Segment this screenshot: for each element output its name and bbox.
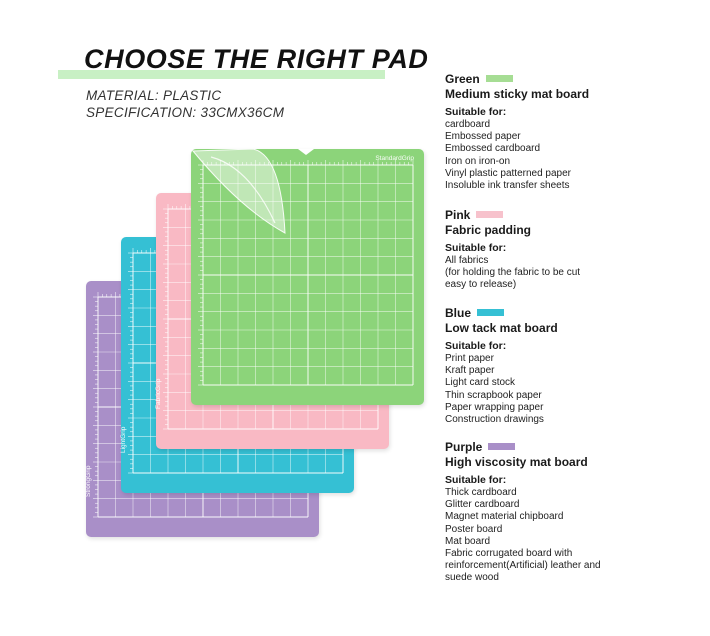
mat-notch: [298, 149, 314, 155]
page-title: CHOOSE THE RIGHT PAD: [84, 44, 429, 74]
green-mat-brand-label: StandardGrip: [375, 155, 414, 162]
suitable-item: reinforcement(Artificial) leather and: [445, 560, 601, 572]
pad-info-green: [445, 71, 705, 192]
suitable-item: Light card stock: [445, 377, 516, 389]
suitable-item: Kraft paper: [445, 365, 495, 377]
pink-mat-brand-label: FabricGrip: [155, 378, 162, 409]
suitable-for-label: Suitable for:: [445, 242, 507, 254]
suitable-item: Embossed paper: [445, 131, 521, 143]
suitable-for-label: Suitable for:: [445, 474, 507, 486]
suitable-item: Print paper: [445, 353, 494, 364]
suitable-item: Vinyl plastic patterned paper: [445, 167, 572, 179]
suitable-for-label: Suitable for:: [445, 340, 507, 352]
color-swatch: [476, 211, 503, 218]
suitable-item: Mat board: [445, 535, 491, 547]
color-swatch: [488, 443, 515, 450]
purple-mat-brand-label: StrongGrip: [85, 465, 92, 497]
suitable-item: Glitter cardboard: [445, 499, 520, 511]
color-swatch: [477, 309, 504, 316]
suitable-item: Embossed cardboard: [445, 143, 541, 155]
suitable-item: Poster board: [445, 523, 503, 535]
pad-info-blue: [445, 305, 705, 426]
pad-color-name: Purple: [445, 439, 483, 454]
pad-board-name: Medium sticky mat board: [445, 87, 590, 101]
color-swatch: [486, 75, 513, 82]
suitable-item: Paper wrapping paper: [445, 401, 544, 413]
suitable-item: suede wood: [445, 572, 499, 584]
suitable-item: Insoluble ink transfer sheets: [445, 180, 570, 192]
suitable-item: Iron on iron-on: [445, 155, 511, 167]
suitable-item: Fabric corrugated board with: [445, 548, 573, 560]
pad-board-name: Fabric padding: [445, 223, 532, 237]
pad-info-pink: [445, 207, 705, 292]
suitable-for-label: Suitable for:: [445, 106, 507, 118]
pad-board-name: High viscosity mat board: [445, 455, 588, 469]
protective-film-corner: [191, 149, 287, 235]
pad-color-name: Pink: [445, 207, 471, 222]
green-cutting-mat: [191, 149, 424, 405]
pad-info-purple: [445, 439, 705, 585]
suitable-item: easy to release): [445, 279, 517, 291]
size-spec: SPECIFICATION: 33CMX36CM: [86, 105, 285, 120]
suitable-item: cardboard: [445, 119, 491, 130]
blue-mat-brand-label: LightGrip: [120, 426, 127, 453]
pad-color-name: Green: [445, 71, 480, 86]
suitable-item: All fabrics: [445, 255, 489, 266]
pad-color-name: Blue: [445, 305, 472, 320]
suitable-item: Construction drawings: [445, 414, 544, 426]
suitable-item: Magnet material chipboard: [445, 511, 564, 523]
pad-board-name: Low tack mat board: [445, 321, 558, 335]
suitable-item: (for holding the fabric to be cut: [445, 267, 581, 279]
material-spec: MATERIAL: PLASTIC: [86, 88, 222, 103]
suitable-item: Thick cardboard: [445, 487, 517, 498]
suitable-item: Thin scrapbook paper: [445, 389, 542, 401]
